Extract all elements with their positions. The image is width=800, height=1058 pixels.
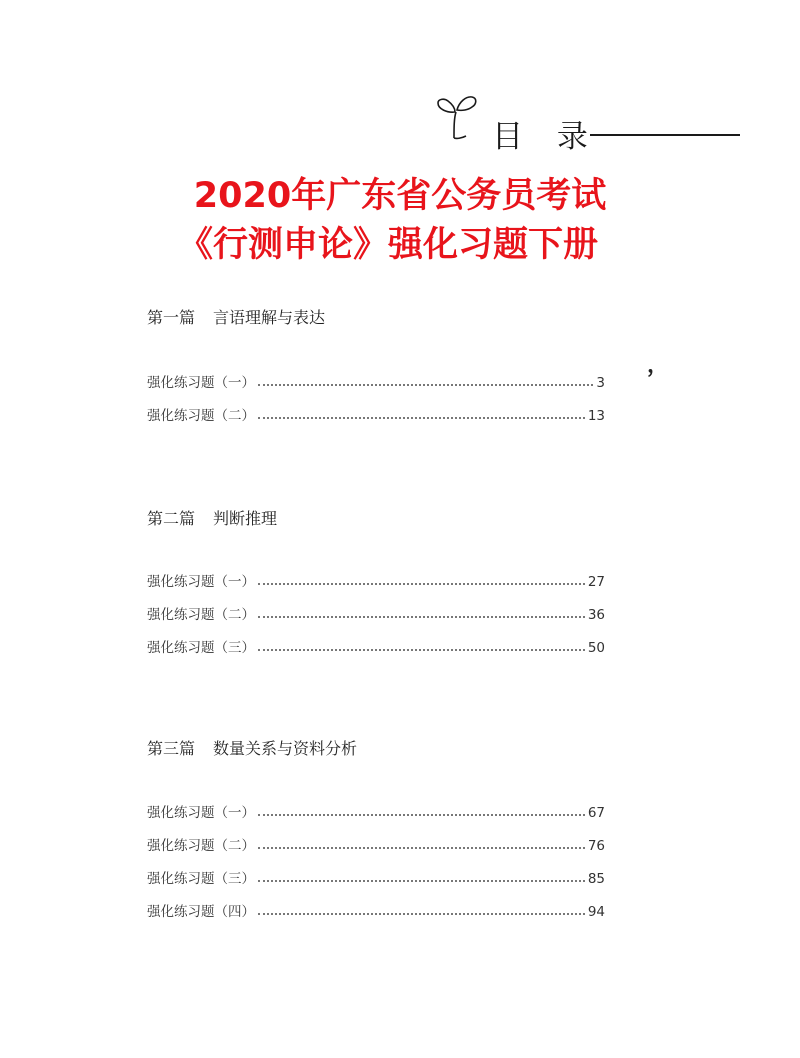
sprout-icon [432, 92, 482, 142]
part-heading [147, 305, 325, 328]
dot-leader [258, 417, 585, 419]
toc-entry-label: 强化练习题（一） [147, 805, 255, 821]
toc-entry-label: 强化练习题（一） [147, 375, 255, 391]
dot-leader [258, 814, 585, 816]
toc-entry-page: 85 [587, 871, 605, 887]
doc-title-line1: 2020年广东省公务员考试 [193, 176, 607, 216]
doc-title-line2: 《行测申论》强化习题下册 [177, 225, 598, 265]
toc-entry-page: 76 [587, 838, 605, 854]
toc-entry-label: 强化练习题（二） [147, 838, 255, 854]
toc-heading: 目 录 [492, 119, 600, 155]
toc-entry[interactable] [147, 801, 605, 821]
toc-entry-page: 3 [596, 375, 605, 391]
dot-leader [258, 583, 585, 585]
stray-mark: ， [647, 353, 670, 378]
toc-entry[interactable] [147, 371, 605, 391]
toc-entry-label: 强化练习题（三） [147, 871, 255, 887]
part-heading [147, 736, 357, 759]
part-number: 第二篇 [147, 509, 196, 528]
toc-entry-label: 强化练习题（二） [147, 607, 255, 623]
dot-leader [258, 384, 593, 386]
dot-leader [258, 913, 585, 915]
part-title: 数量关系与资料分析 [213, 739, 358, 758]
toc-entry[interactable] [147, 867, 605, 887]
toc-entry-label: 强化练习题（三） [147, 640, 255, 656]
toc-entry-label: 强化练习题（一） [147, 574, 255, 590]
toc-entry-label: 强化练习题（四） [147, 904, 255, 920]
toc-entry-page: 27 [587, 574, 605, 590]
toc-entry[interactable] [147, 900, 605, 920]
dot-leader [258, 649, 585, 651]
part-heading [147, 506, 277, 529]
toc-entry-page: 36 [587, 607, 605, 623]
toc-entry-page: 67 [587, 805, 605, 821]
part-title: 判断推理 [213, 509, 278, 528]
part-number: 第三篇 [147, 739, 196, 758]
dot-leader [258, 616, 585, 618]
header-rule [590, 134, 740, 136]
toc-entry[interactable] [147, 636, 605, 656]
toc-entry[interactable] [147, 570, 605, 590]
toc-header [432, 92, 742, 155]
toc-entry[interactable] [147, 603, 605, 623]
toc-entry-page: 50 [587, 640, 605, 656]
toc-entry-label: 强化练习题（二） [147, 408, 255, 424]
toc-entry[interactable] [147, 404, 605, 424]
dot-leader [258, 847, 585, 849]
part-title: 言语理解与表达 [213, 308, 326, 327]
toc-entry[interactable] [147, 834, 605, 854]
toc-entry-page: 13 [587, 408, 605, 424]
dot-leader [258, 880, 585, 882]
toc-entry-page: 94 [587, 904, 605, 920]
part-number: 第一篇 [147, 308, 196, 327]
